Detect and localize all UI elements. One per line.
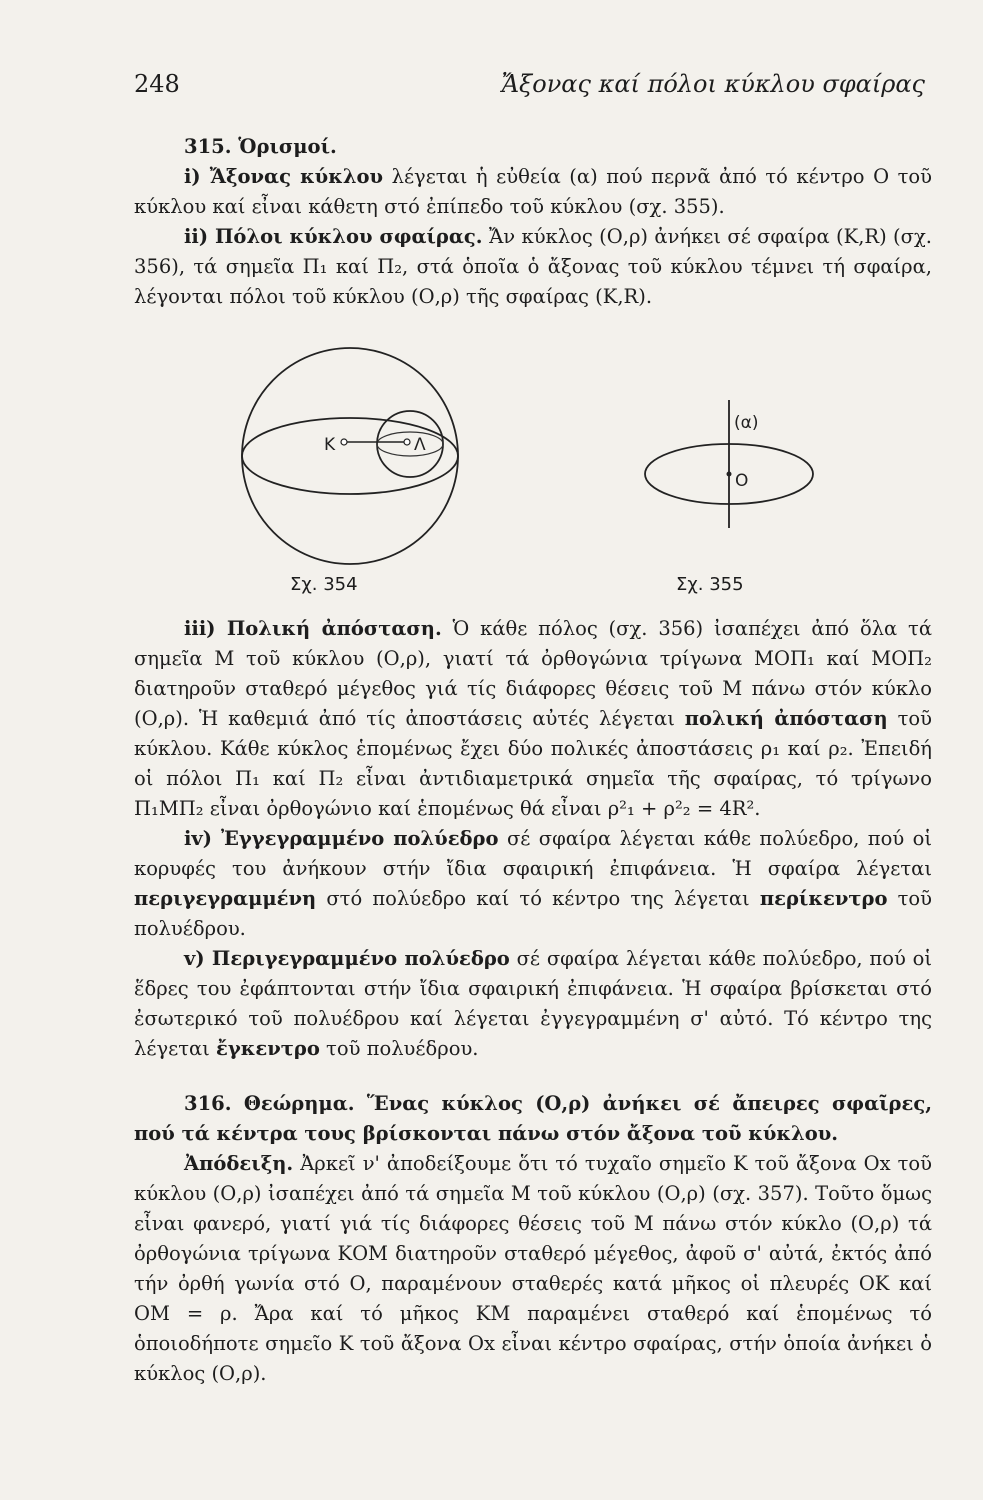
definition-ii-label: ii) Πόλοι κύκλου σφαίρας.	[184, 225, 483, 248]
definition-v-label: v) Περιγεγραμμένο πολύεδρο	[184, 947, 510, 970]
figure-354-caption: Σχ. 354	[290, 574, 358, 595]
great-circle	[242, 418, 458, 494]
theorem-316-statement: Ἕνας κύκλος (Ο,ρ) ἀνήκει σέ ἄπειρες σφαῖρες, πού τά κέντρα τους βρίσκονται πάνω στόν ἄξονα τοῦ κύκλου.	[134, 1092, 932, 1145]
label-l: Λ	[414, 435, 426, 455]
definition-iv-term-2: περίκεντρο	[759, 887, 888, 910]
definition-v	[134, 944, 932, 1064]
definition-ii-text: Ἄν κύκλος (Ο,ρ) ἀνήκει σέ σφαίρα (Κ,R) (σχ. 356), τά σημεῖα Π₁ καί Π₂, στά ὁποῖα ὁ ἄξονας τοῦ κύκλου τέμνει τή σφαίρα, λέγονται πόλοι τοῦ κύκλου (Ο,ρ) τῆς σφαίρας (Κ,R).	[134, 225, 932, 308]
proof-text: Ἀρκεῖ ν' ἀποδείξουμε ὅτι τό τυχαῖο σημεῖο Κ τοῦ ἄξονα Οx τοῦ κύκλου (Ο,ρ) ἰσαπέχει ἀπό τά σημεῖα Μ τοῦ κύκλου (Ο,ρ) (σχ. 357). Τοῦτο ὅμως εἶναι φανερό, γιατί γιά τίς διάφορες θέσεις τοῦ Μ πάνω στόν κύκλο (Ο,ρ) τά ὀρθογώνια τρίγωνα ΚΟΜ διατηροῦν σταθερό μέγεθος, ἀφοῦ σ' αὐτά, ἐκτός ἀπό τήν ὀρθή γωνία στό Ο, παραμένουν σταθερές κατά μῆκος οἱ πλευρές ΟΚ καί ΟΜ = ρ. Ἄρα καί τό μῆκος ΚΜ παραμένει σταθερό καί ἑπομένως τό ὁποιοδήποτε σημεῖο Κ τοῦ ἄξονα Οx εἶναι κέντρο σφαίρας, στήν ὁποία ἀνήκει ὁ κύκλος (Ο,ρ).	[134, 1152, 932, 1385]
definition-iv	[134, 824, 932, 944]
definition-iii-text-1: Ὁ κάθε πόλος (σχ. 356) ἰσαπέχει ἀπό ὅλα τά σημεῖα Μ τοῦ κύκλου (Ο,ρ), γιατί τά ὀρθογώνια τρίγωνα ΜΟΠ₁ καί ΜΟΠ₂ διατηροῦν σταθερό μέγεθος γιά τίς διάφορες θέσεις τοῦ Μ πάνω στόν κύκλο (Ο,ρ). Ἡ καθεμιά ἀπό τίς ἀποστάσεις αὐτές λέγεται	[134, 617, 932, 730]
figure-355	[608, 368, 868, 600]
definition-iii-term: πολική ἀπόσταση	[684, 707, 888, 730]
definition-ii	[134, 222, 932, 312]
page-number: 248	[134, 70, 180, 98]
section-315-definitions	[134, 132, 932, 312]
page-header	[134, 70, 925, 104]
figure-355-caption: Σχ. 355	[676, 574, 744, 595]
label-k: K	[324, 435, 336, 455]
definition-i-text: λέγεται ἡ εὐθεία (α) πού περνᾶ ἀπό τό κέντρο Ο τοῦ κύκλου καί εἶναι κάθετη στό ἐπίπεδο τοῦ κύκλου (σχ. 355).	[134, 165, 932, 218]
section-315-continued	[134, 614, 932, 1064]
definition-iv-term-1: περιγεγραμμένη	[134, 887, 317, 910]
small-circle-equator	[377, 432, 443, 456]
definition-iv-text-3: τοῦ πολυέδρου.	[134, 887, 932, 940]
section-316-theorem	[134, 1089, 932, 1389]
running-title: Ἄξονας καί πόλοι κύκλου σφαίρας	[501, 70, 925, 98]
point-o	[727, 472, 732, 477]
definition-iv-text-2: στό πολύεδρο καί τό κέντρο της λέγεται	[316, 887, 760, 910]
definition-iv-label: iv) Ἐγγεγραμμένο πολύεδρο	[184, 827, 499, 850]
sphere-outline	[242, 348, 458, 564]
definition-iii	[134, 614, 932, 824]
definition-v-term: ἔγκεντρο	[216, 1037, 320, 1060]
definition-v-text-2: τοῦ πολυέδρου.	[319, 1037, 479, 1060]
definition-i-label: i) Ἄξονας κύκλου	[184, 165, 384, 188]
proof-316	[134, 1149, 932, 1389]
section-316-heading: 316. Θεώρημα.	[184, 1092, 355, 1115]
point-k	[341, 439, 347, 445]
point-l	[404, 439, 410, 445]
definition-iii-text-2: τοῦ κύκλου. Κάθε κύκλος ἑπομένως ἔχει δύο πολικές ἀποστάσεις ρ₁ καί ρ₂. Ἐπειδή οἱ πόλοι Π₁ καί Π₂ εἶναι ἀντιδιαμετρικά σημεῖα τῆς σφαίρας, τό τρίγωνο Π₁ΜΠ₂ εἶναι ὀρθογώνιο καί ἑπομένως θά εἶναι ρ²₁ + ρ²₂ = 4R².	[134, 707, 932, 820]
definition-iii-label: iii) Πολική ἀπόσταση.	[184, 617, 442, 640]
label-axis-a: (α)	[734, 413, 759, 433]
figure-354	[232, 338, 502, 600]
definition-iv-text-1: σέ σφαίρα λέγεται κάθε πολύεδρο, πού οἱ κορυφές του ἀνήκουν στήν ἴδια σφαιρική ἐπιφάνεια. Ἡ σφαίρα λέγεται	[134, 827, 932, 880]
theorem-316	[134, 1089, 932, 1149]
figure-355-drawing	[608, 368, 868, 600]
figure-354-drawing	[232, 338, 502, 600]
definition-i	[134, 162, 932, 222]
section-315-heading: 315. Ὁρισμοί.	[184, 135, 337, 158]
label-o: O	[735, 471, 749, 491]
definition-v-text-1: σέ σφαίρα λέγεται κάθε πολύεδρο, πού οἱ ἕδρες του ἐφάπτονται στήν ἴδια σφαιρική ἐπιφάνεια. Ἡ σφαίρα βρίσκεται στό ἐσωτερικό τοῦ πολυέδρου καί λέγεται ἐγγεγραμμένη σ' αὐτό. Τό κέντρο της λέγεται	[134, 947, 933, 1060]
proof-label: Ἀπόδειξη.	[184, 1152, 294, 1175]
small-circle	[377, 411, 443, 477]
